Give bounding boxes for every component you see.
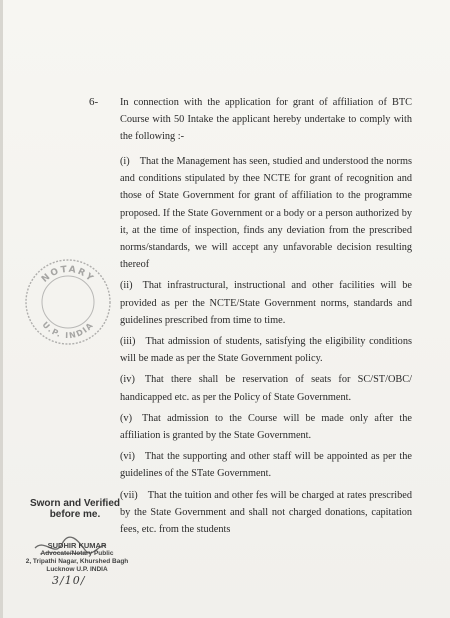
clause-number: (vi) bbox=[120, 451, 135, 463]
clause-text: That the supporting and other staff will be appointed as per the guidelines of the STate Government. bbox=[120, 451, 412, 480]
clause-item bbox=[120, 371, 412, 405]
clause-list bbox=[120, 153, 412, 542]
handwritten-date: 3/10/ bbox=[52, 574, 86, 587]
paragraph-intro: In connection with the application for grant of affiliation of BTC Course with 50 Intake the applicant hereby undertake to comply with the following :- bbox=[120, 97, 412, 143]
svg-text:U.P. INDIA bbox=[40, 320, 95, 340]
stamp-line: 2, Tripathi Nagar, Khurshed Bagh bbox=[25, 558, 129, 565]
clause-number: (v) bbox=[120, 412, 133, 424]
paragraph-number: 6- bbox=[89, 96, 99, 108]
clause-text: That admission of students, satisfying the eligibility conditions will be made as per the State Government policy. bbox=[120, 336, 412, 365]
clause-item bbox=[120, 448, 412, 482]
sworn-line: Sworn and Verified bbox=[29, 498, 121, 509]
clause-item bbox=[120, 487, 412, 539]
clause-text: That the tuition and other fes will be charged at rates prescribed by the State Government and shall not charged donations, capitation fees, etc. from the students bbox=[120, 489, 412, 536]
notary-seal-icon bbox=[22, 256, 114, 348]
clause-number: (iv) bbox=[120, 374, 135, 386]
seal-bottom-text: U.P. INDIA bbox=[40, 320, 96, 341]
clause-item bbox=[120, 277, 412, 329]
svg-text:NOTARY bbox=[40, 265, 96, 285]
clause-item bbox=[120, 153, 412, 273]
clause-number: (vii) bbox=[120, 489, 138, 501]
stamp-line: Lucknow U.P. INDIA bbox=[46, 566, 108, 573]
sworn-block bbox=[25, 498, 125, 520]
clause-number: (ii) bbox=[120, 280, 133, 292]
clause-number: (iii) bbox=[120, 336, 136, 348]
clause-text: That infrastructural, instructional and other facilities will be provided as per the NCTE/State Government norms, standards and guidelines prescribed from time to time. bbox=[120, 280, 412, 326]
clause-number: (i) bbox=[120, 156, 130, 167]
page-edge-shadow bbox=[0, 0, 3, 618]
stamp-name: SUDHIR KUMAR bbox=[47, 541, 107, 550]
clause-item bbox=[120, 333, 412, 367]
clause-text: That the Management has seen, studied and understood the norms and conditions stipulated by thee NCTE for grant of recognition and those of State Government for grant of affiliation to the programme proposed. If the State Government or a body or a person authorized by it, at the time of inspection, finds any deviation from the prescribed norms/standards, we will accept any unfavorable decision resulting thereof bbox=[120, 156, 412, 271]
clause-item bbox=[120, 410, 412, 444]
stamp-line: Advocate/Notary Public bbox=[40, 550, 114, 557]
clause-text: That admission to the Course will be made only after the affiliation is granted by the State Government. bbox=[120, 412, 412, 442]
clause-text: That there shall be reservation of seats for SC/ST/OBC/ handicapped etc. as per the Policy of State Government. bbox=[120, 374, 412, 403]
notary-stamp bbox=[22, 542, 132, 574]
seal-top-text: NOTARY bbox=[40, 264, 96, 285]
sworn-line: before me. bbox=[49, 509, 101, 520]
